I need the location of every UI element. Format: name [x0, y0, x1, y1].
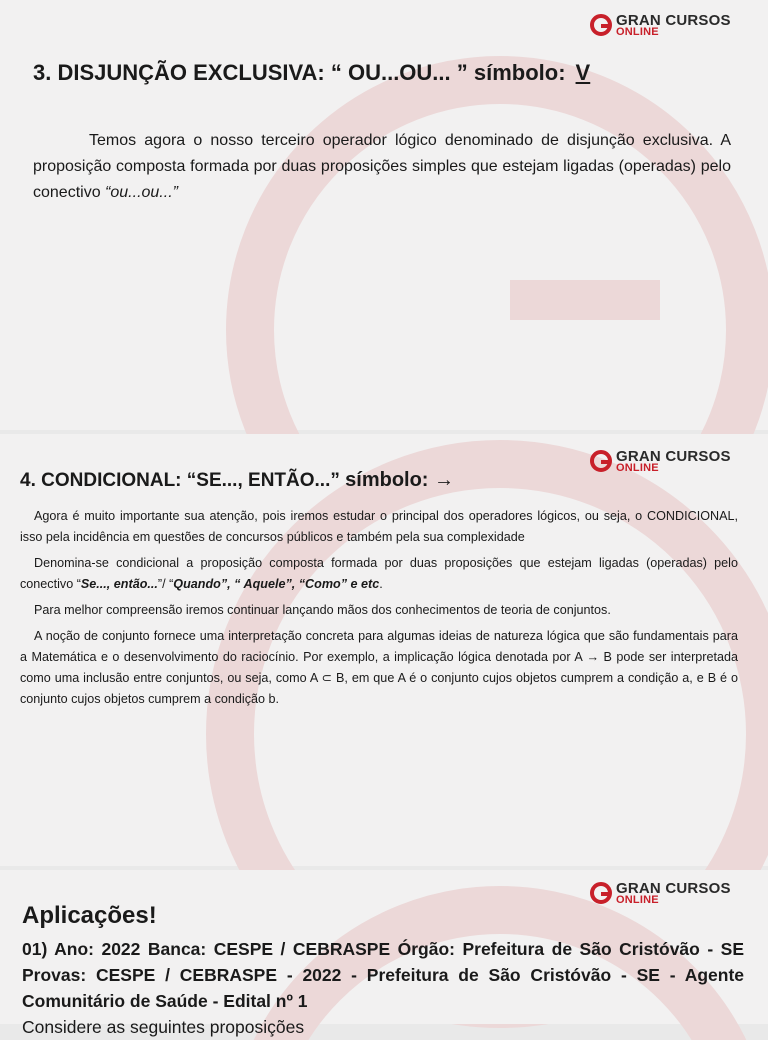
paragraph: Para melhor compreensão iremos continuar lançando mãos dos conhecimentos de teoria de conjuntos. [34, 603, 611, 617]
section-title: Aplicações! [22, 902, 157, 929]
paragraph: A noção de conjunto fornece uma interpretação concreta para algumas ideias de natureza lógica que são fundamentais para a Matemática e o desenvolvimento do raciocínio. Por exemplo, a implicação lógica denotada por A → B pode ser interpretada como uma inclusão entre conjuntos, ou seja, como A ⊂ B, em que A é o conjunto cujos objetos cumprem a condição a, e B é o conjunto cujos objetos cumprem a condição b. [20, 629, 738, 706]
logo-g-icon [590, 882, 612, 904]
slide-condicional [0, 434, 768, 866]
paragraph: Denomina-se condicional a proposição composta formada por duas proposições que estejam ligadas (operadas) pelo conectivo “Se..., então...”/ “Quando”, “ Aquele”, “Como” e etc. [20, 556, 738, 591]
section-title: 4. CONDICIONAL: “SE..., ENTÃO...” símbolo: → [20, 469, 455, 491]
slide-disjuncao [0, 0, 768, 430]
truncated-line: Considere as seguintes proposições [22, 1017, 305, 1037]
brand-logo: GRAN CURSOS ONLINE [590, 446, 750, 486]
xor-symbol: V [575, 60, 591, 85]
paragraph: Temos agora o nosso terceiro operador lógico denominado de disjunção exclusiva. A proposição composta formada por duas proposições simples que estejam ligadas (operadas) pelo conectivo “ou...ou...” [33, 132, 731, 201]
slide-aplicacoes [0, 870, 768, 1037]
section-title: 3. DISJUNÇÃO EXCLUSIVA: “ OU...OU... ” símbolo: V [33, 60, 591, 85]
question-text: 01) Ano: 2022 Banca: CESPE / CEBRASPE Órgão: Prefeitura de São Cristóvão - SE Provas: CESPE / CEBRASPE - 2022 - Prefeitura de São Cristóvão - SE - Agente Comunitário de Saúde - Edital nº 1 Considere as seguintes proposições [22, 939, 744, 1037]
logo-g-icon [590, 450, 612, 472]
section-body [20, 506, 738, 715]
logo-g-icon [590, 14, 612, 36]
brand-logo: GRAN CURSOS ONLINE [590, 10, 750, 50]
brand-logo: GRAN CURSOS ONLINE [590, 878, 750, 918]
paragraph: Agora é muito importante sua atenção, pois iremos estudar o principal dos operadores lógicos, ou seja, o CONDICIONAL, isso pela incidência em questões de concursos públicos e também pela sua complexidade [20, 509, 738, 544]
